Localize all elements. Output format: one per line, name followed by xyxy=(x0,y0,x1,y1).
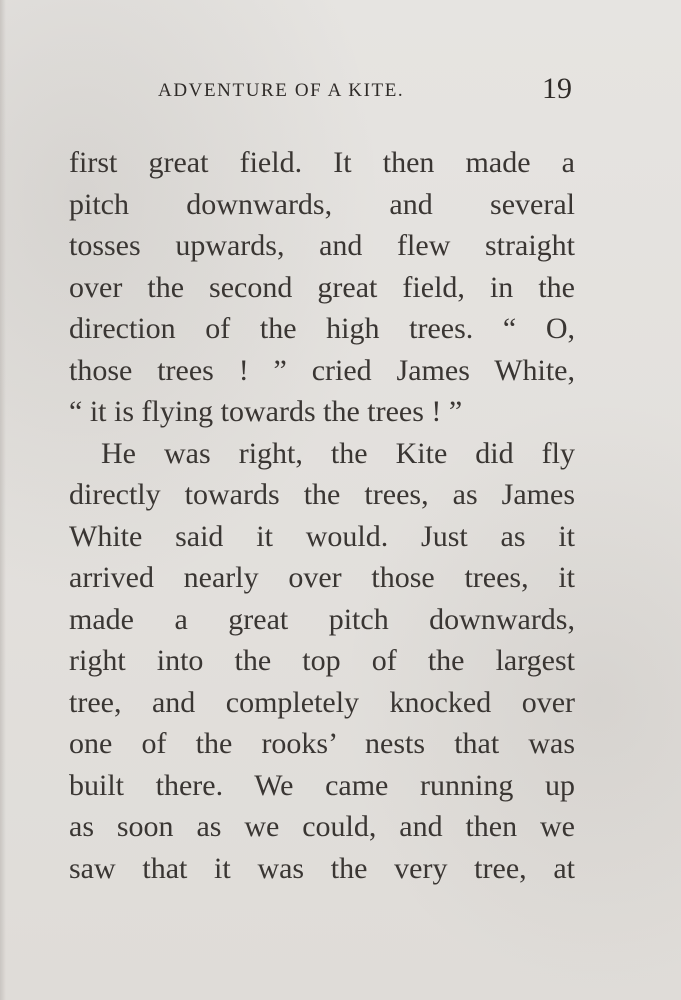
body-text xyxy=(69,142,575,889)
text-line: those trees ! ” cried James White, xyxy=(69,353,575,387)
text-line: built there. We came running up xyxy=(69,768,575,802)
page-edge-shadow xyxy=(0,0,6,1000)
text-line: “ it is flying towards the trees ! ” xyxy=(69,395,463,428)
text-line: arrived nearly over those trees, it xyxy=(69,561,575,594)
text-line: over the second great field, in the xyxy=(69,270,575,304)
text-line: right into the top of the largest xyxy=(69,644,575,677)
text-line: directly towards the trees, as James xyxy=(69,478,575,511)
text-line: first great field. It then made a xyxy=(69,146,575,179)
page-number: 19 xyxy=(542,72,572,105)
text-line: one of the rooks’ nests that was xyxy=(69,727,575,760)
text-line: as soon as we could, and then we xyxy=(69,810,575,843)
running-head-title: ADVENTURE OF A KITE. xyxy=(158,80,405,101)
text-line: made a great pitch downwards, xyxy=(69,602,575,636)
text-line: He was right, the Kite did fly xyxy=(101,436,575,470)
text-line: pitch downwards, and several xyxy=(69,187,575,221)
text-line: tree, and completely knocked over xyxy=(69,685,575,719)
text-line: tosses upwards, and flew straight xyxy=(69,229,575,262)
running-head xyxy=(158,72,578,112)
text-line: direction of the high trees. “ O, xyxy=(69,312,575,345)
text-line: White said it would. Just as it xyxy=(69,519,575,553)
text-line: saw that it was the very tree, at xyxy=(69,851,575,885)
